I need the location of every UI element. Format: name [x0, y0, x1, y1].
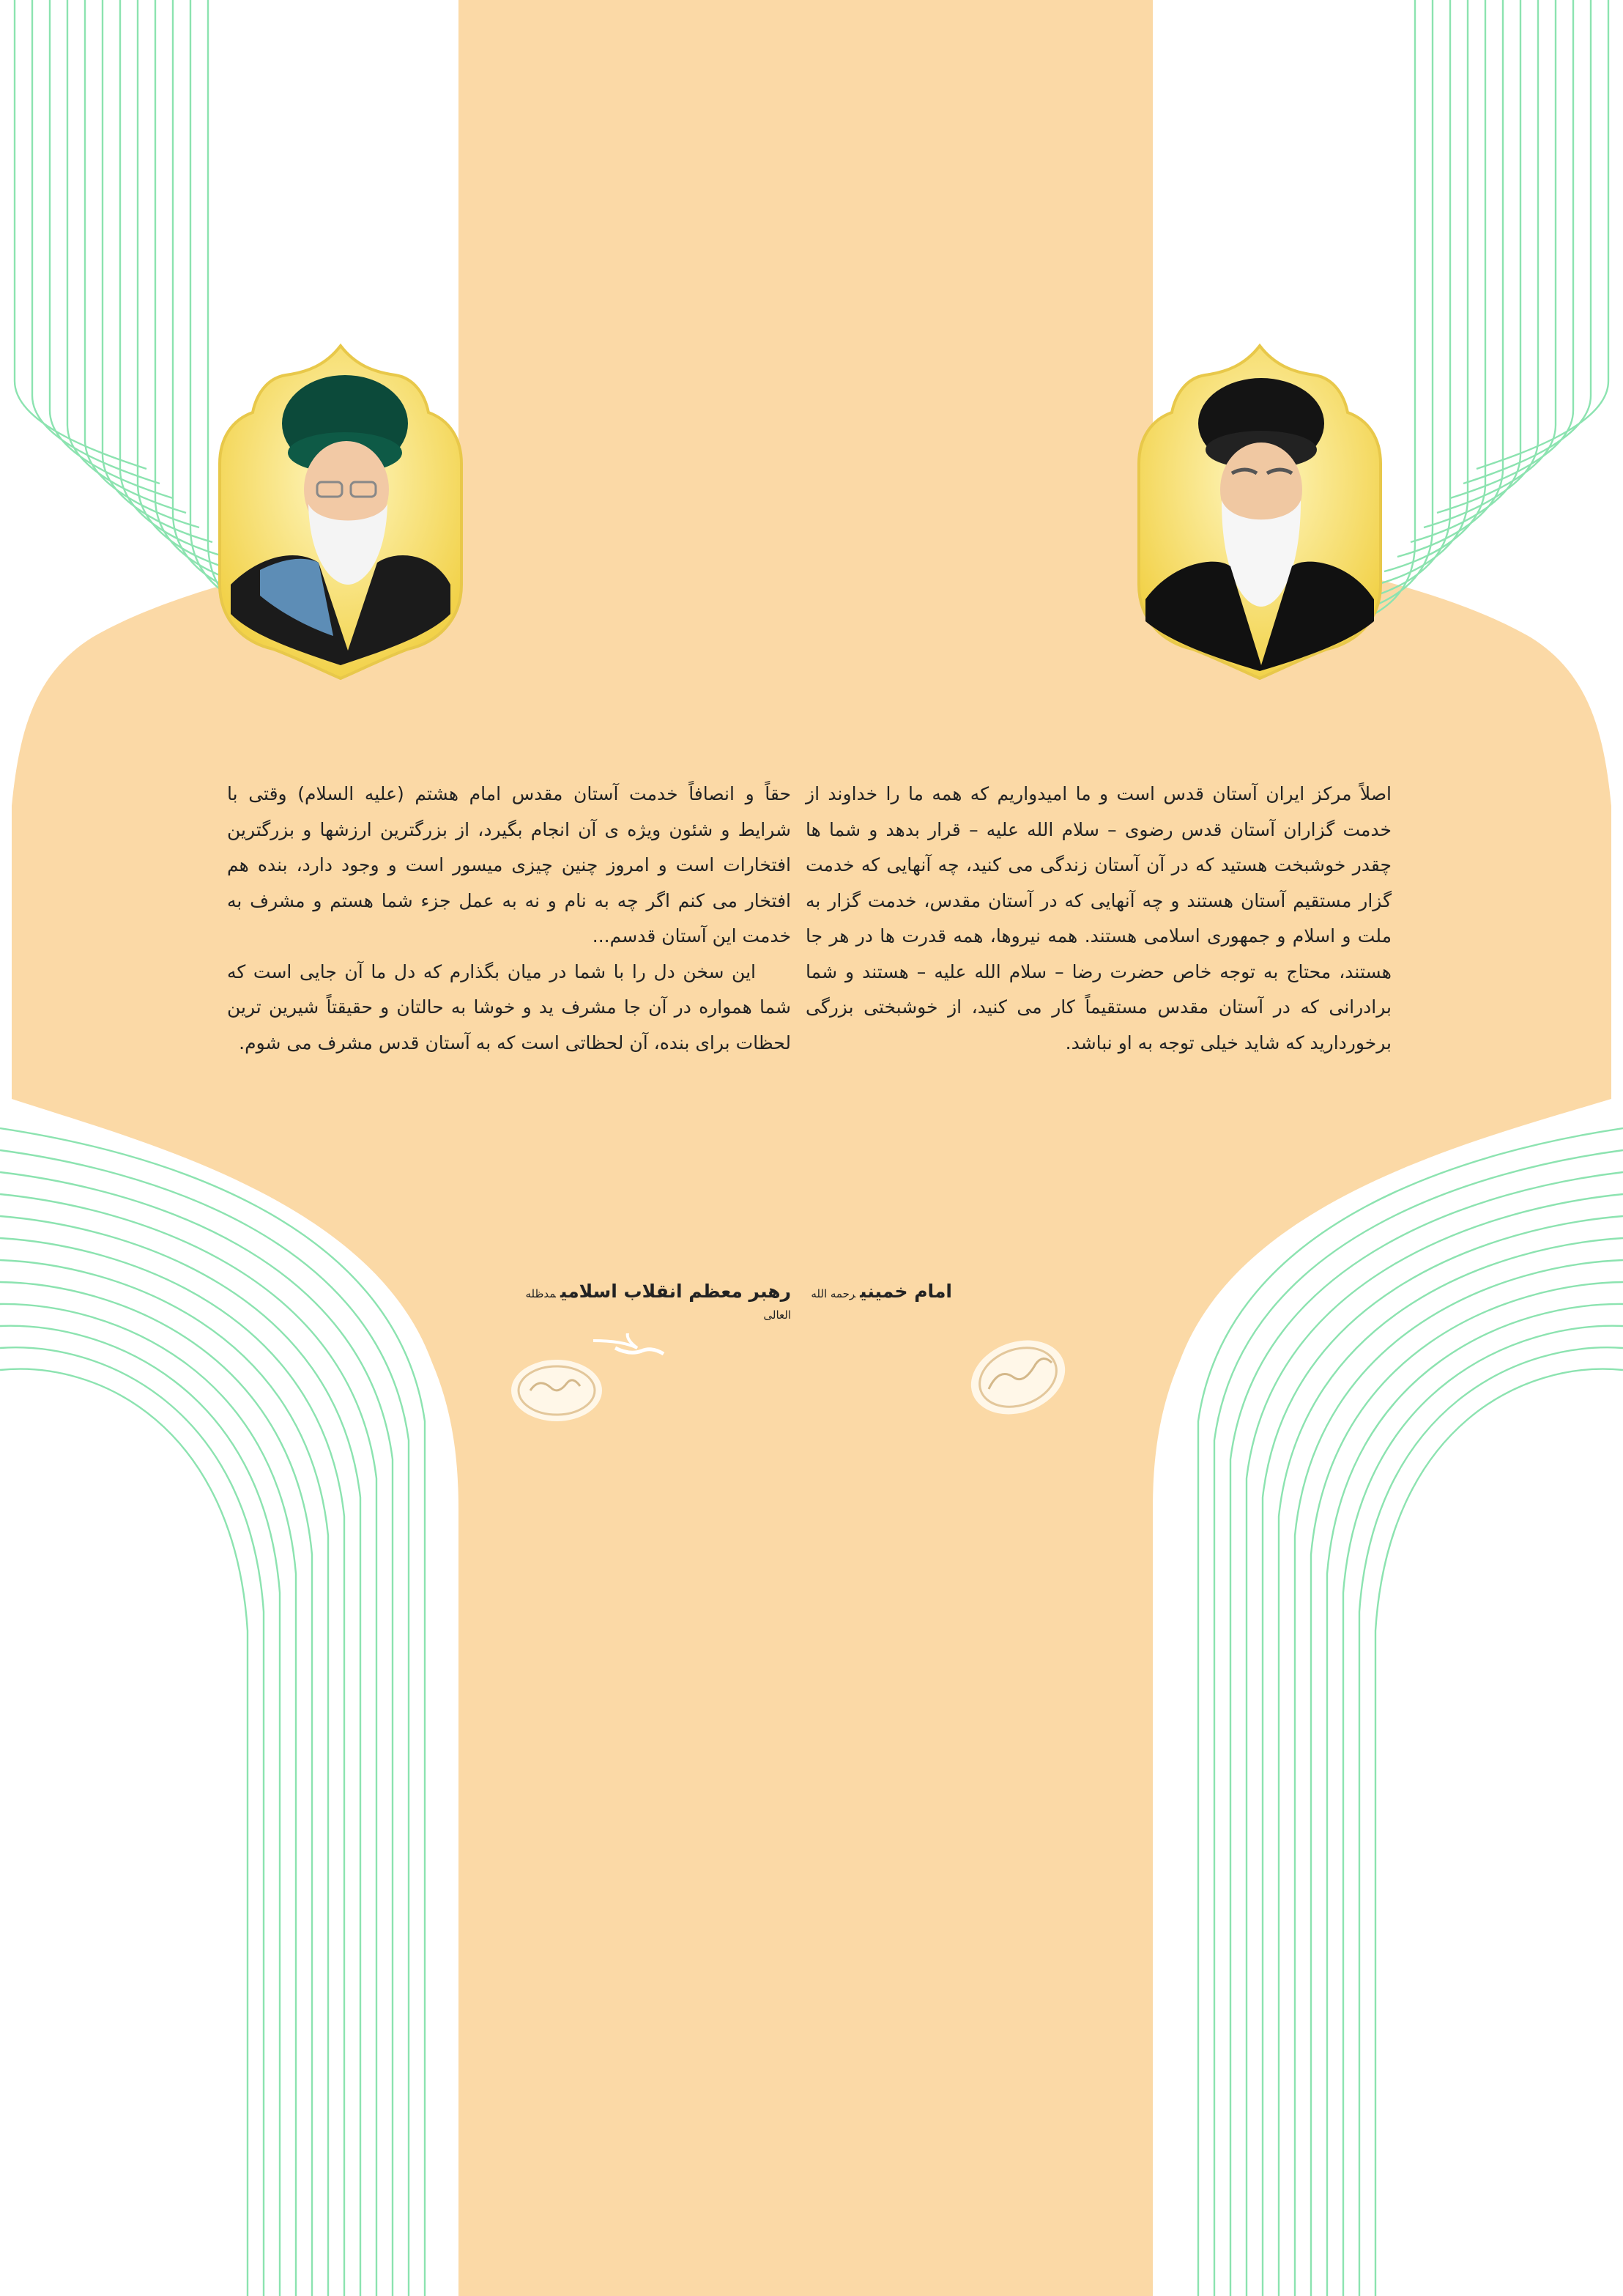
portrait-imam-icon — [1135, 343, 1384, 680]
seal-stamp-icon — [505, 1333, 681, 1429]
seal-stamp-icon — [959, 1326, 1077, 1421]
quote-leader-paragraph-2: این سخن دل را با شما در میان بگذارم که دل ما آن جایی است که شما همواره در آن جا مشرف ید و خوشا به حالتان و حقیقتاً شیرین ترین لحظات برای بنده، آن لحظاتی است که به آستان قدس مشرف می شوم. — [227, 960, 791, 1053]
attribution-leader-honorific: مدظله العالی — [525, 1287, 791, 1322]
attribution-imam-name: امام خمینی — [860, 1281, 952, 1302]
attribution-imam-honorific: رحمه الله — [811, 1287, 856, 1300]
attribution-imam — [806, 1281, 952, 1302]
portrait-leader-icon — [216, 343, 465, 680]
attribution-leader-name: رهبر معظم انقلاب اسلامی — [560, 1281, 791, 1302]
quote-leader-paragraph-1: حقاً و انصافاً خدمت آستان مقدس امام هشتم (علیه السلام) وقتی با شرایط و شئون ویژه ی آن انجام بگیرد، از بزرگترین ارزشها و بزرگترین افتخارات است و امروز چنین چیزی میسور است و وجود دارد، بنده هم افتخار می کنم اگر چه به نام و نه به عمل جزء شما هستم و مشرف به خدمت این آستان قدسم... — [227, 783, 791, 947]
portrait-frame-left — [216, 343, 465, 680]
attribution-leader — [505, 1281, 791, 1323]
quote-imam-text: اصلاً مرکز ایران آستان قدس است و ما امیدواریم که همه ما را خداوند از خدمت گزاران آستان قدس رضوی – سلام الله علیه – قرار بدهد و شما ها چقدر خوشبخت هستید که در آن آستان زندگی می کنید، چه آنهایی که خدمت گزار مستقیم آستان هستند و چه آنهایی که در آستان مقدس، خدمت گزار به ملت و اسلام و جمهوری اسلامی هستند. همه نیروها، همه قدرت ها در هر جا هستند، محتاج به توجه خاص حضرت رضا – سلام الله علیه – هستند و شما برادرانی که در آستان مقدس مستقیماً کار می کنید، از خوشبختی بزرگی برخوردارید که شاید خیلی توجه به او نباشد. — [806, 783, 1392, 1053]
quote-imam-khomeini — [806, 777, 1392, 1061]
portrait-frame-right — [1135, 343, 1384, 680]
quote-supreme-leader — [227, 777, 791, 1061]
